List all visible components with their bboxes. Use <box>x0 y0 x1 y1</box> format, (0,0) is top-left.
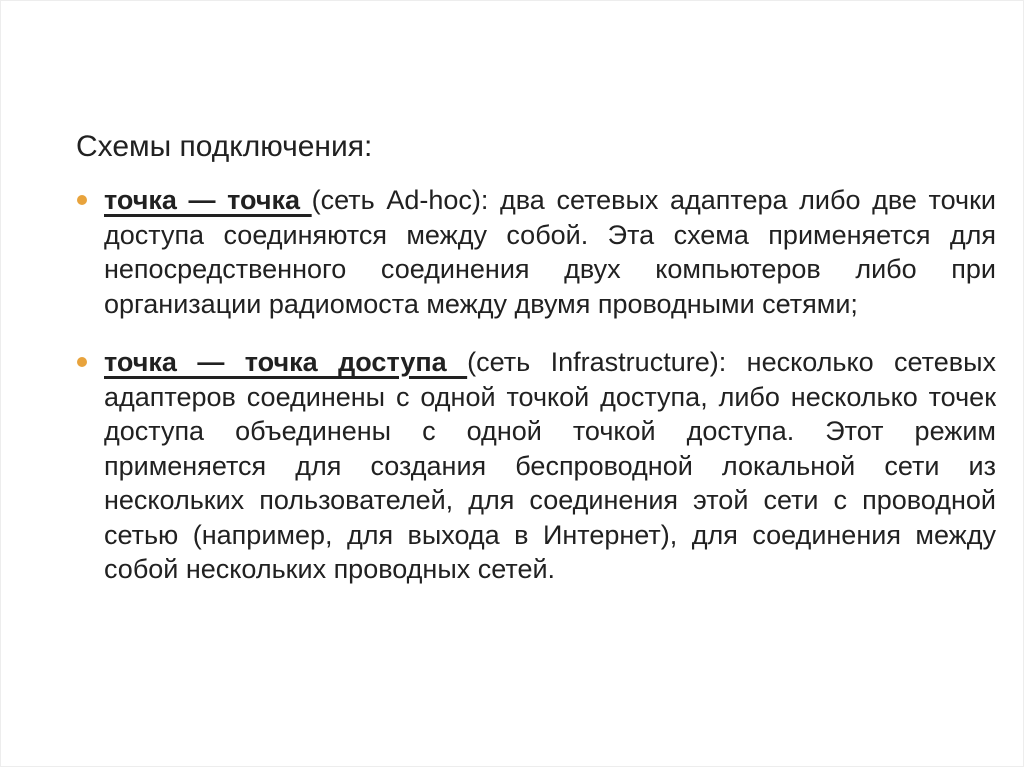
bullet-lead: точка — точка <box>104 185 312 215</box>
bullet-text: (сеть Ad-hoc): два сетевых адаптера либо две точки доступа соединяются между собой. Эта схема применяется для непосредственного соединения двух компьютеров либо при организации радиомоста между двумя проводными сетями; <box>104 185 996 319</box>
bullet-lead: точка — точка доступа <box>104 347 468 377</box>
bullet-paragraph <box>104 347 996 584</box>
bullet-dot-icon <box>77 357 87 367</box>
bullet-dot-icon <box>77 195 87 205</box>
bullet-text: (сеть Infrastructure): несколько сетевых адаптеров соединены с одной точкой доступа, либо несколько точек доступа объединены с одной точкой доступа. Этот режим применяется для создания беспроводной локальной сети из нескольких пользователей, для соединения этой сети с проводной сетью (например, для выхода в Интернет), для соединения между собой нескольких проводных сетей. <box>104 347 996 584</box>
bullet-paragraph <box>104 185 996 319</box>
bullet-list <box>76 183 996 587</box>
page-title: Схемы подключения: <box>76 130 373 163</box>
list-item <box>76 183 996 321</box>
list-item <box>76 345 996 587</box>
slide-content <box>76 128 996 587</box>
